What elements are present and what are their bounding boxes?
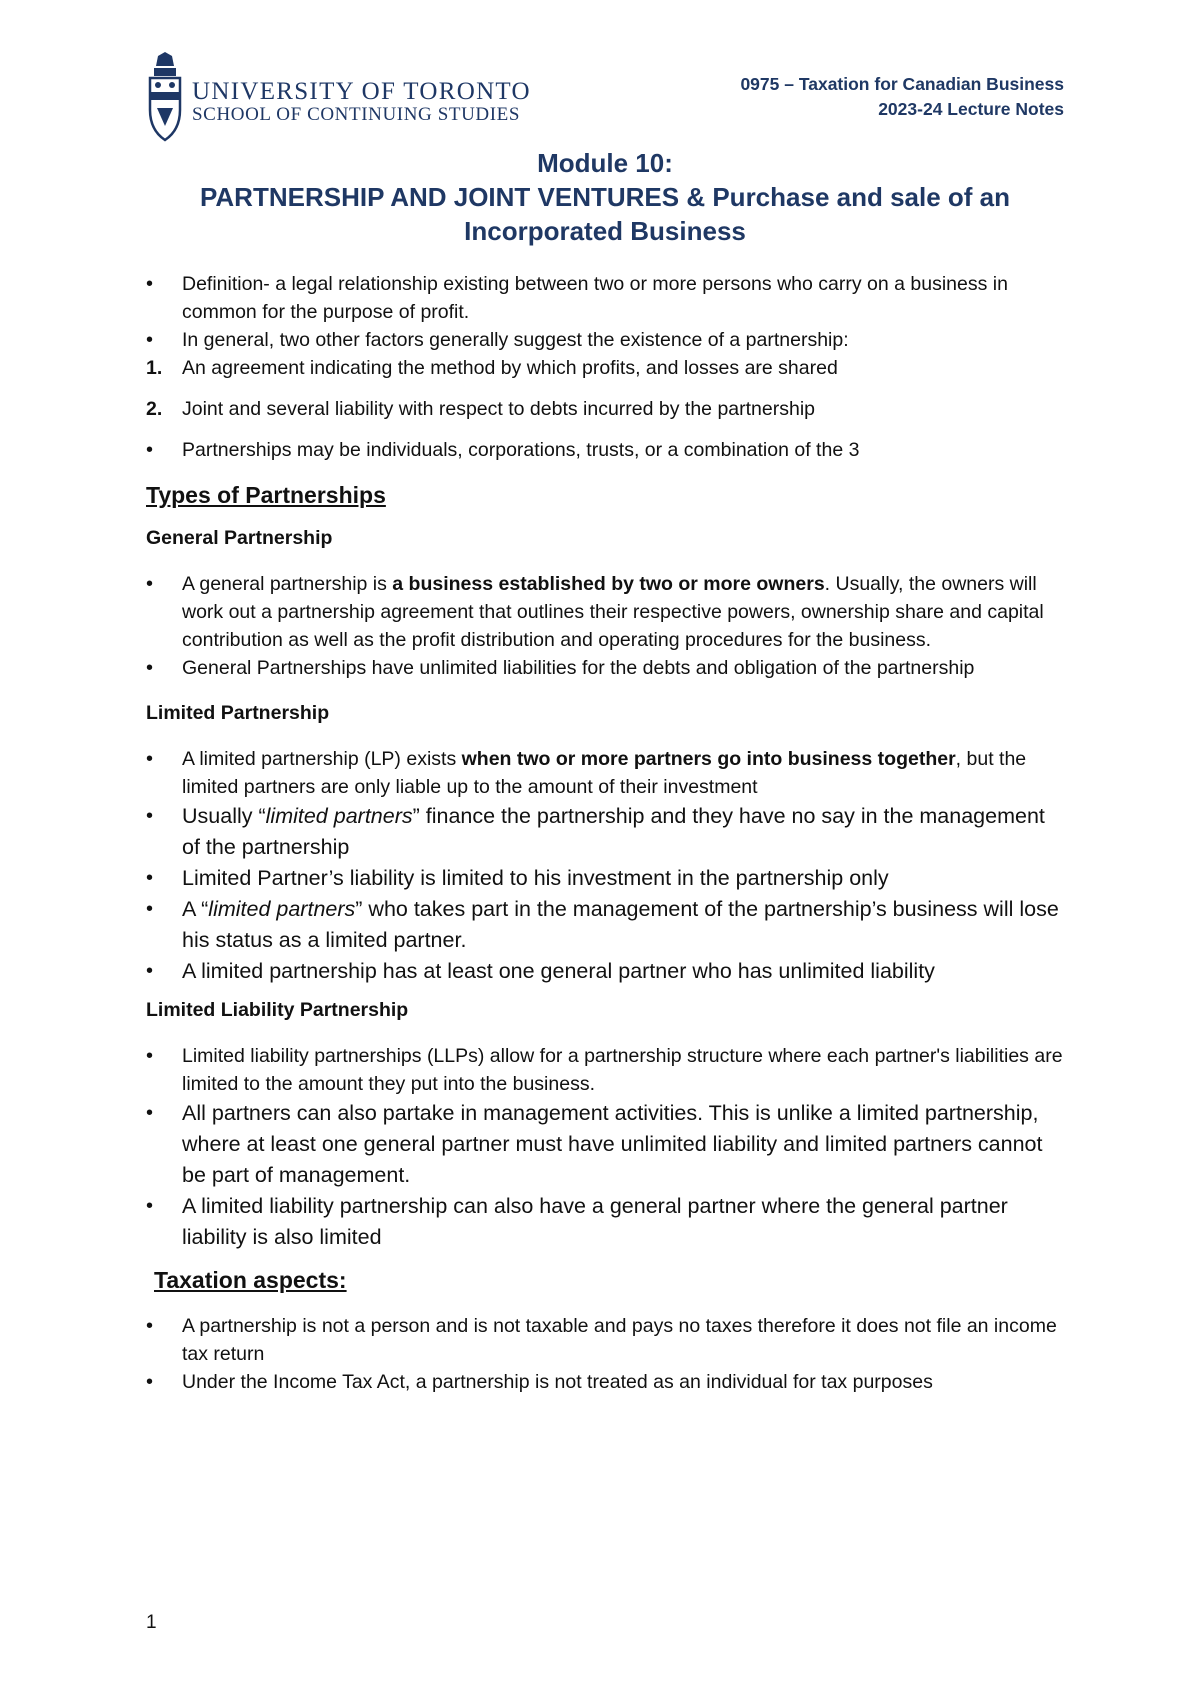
module-title-line3: Incorporated Business: [464, 216, 746, 246]
list-item: • A limited liability partnership can also have a general partner where the general partner liability is also limited: [146, 1191, 1066, 1253]
list-item: • General Partnerships have unlimited liabilities for the debts and obligation of the partnership: [146, 654, 1066, 682]
list-item: • Partnerships may be individuals, corporations, trusts, or a combination of the 3: [146, 436, 1066, 464]
intro-list-2: [146, 436, 1066, 464]
section-heading-types: Types of Partnerships: [146, 482, 386, 508]
section-heading-taxation: Taxation aspects:: [154, 1267, 347, 1293]
module-title-line1: Module 10:: [537, 148, 673, 178]
text-span: A “: [182, 897, 209, 921]
llp-list: [146, 1042, 1066, 1253]
italic-text: limited partners: [208, 897, 356, 921]
logo-university-name: UNIVERSITY OF TORONTO: [192, 78, 531, 105]
general-list: [146, 570, 1066, 682]
list-item-text: An agreement indicating the method by which profits, and losses are shared: [182, 357, 838, 379]
course-info: [740, 72, 1064, 122]
university-logo: [146, 52, 531, 144]
text-span: . Usually, the owners will work out a partnership agreement that outlines their respective powers, ownership share and capital contribution as well as the profit distribution and operating procedures for the business.: [182, 573, 1044, 651]
list-item: [146, 354, 1066, 382]
factors-list: [146, 354, 1066, 423]
list-item: • Under the Income Tax Act, a partnership is not treated as an individual for tax purposes: [146, 1368, 1066, 1396]
module-title: [146, 146, 1064, 248]
list-item: [146, 894, 1066, 956]
list-item: • Limited liability partnerships (LLPs) allow for a partnership structure where each partner's liabilities are limited to the amount they put into the business.: [146, 1042, 1066, 1098]
logo-school-name: SCHOOL OF CONTINUING STUDIES: [192, 104, 521, 125]
crest-icon: [146, 52, 184, 144]
list-item: • In general, two other factors generally suggest the existence of a partnership:: [146, 326, 1066, 354]
intro-list: [146, 270, 1066, 354]
list-item: • Definition- a legal relationship existing between two or more persons who carry on a business in common for the purpose of profit.: [146, 270, 1066, 326]
subheading-limited: Limited Partnership: [146, 702, 330, 724]
taxation-list: [146, 1312, 1066, 1396]
list-item: • A limited partnership has at least one general partner who has unlimited liability: [146, 956, 1066, 987]
text-span: Usually “: [182, 804, 266, 828]
list-item-text: Joint and several liability with respect to debts incurred by the partnership: [182, 398, 815, 420]
course-title: 0975 – Taxation for Canadian Business: [740, 74, 1064, 94]
main-content: [146, 270, 1066, 1396]
list-number: 2.: [146, 398, 163, 420]
list-item: • A partnership is not a person and is not taxable and pays no taxes therefore it does not file an income tax return: [146, 1312, 1066, 1368]
list-item: • All partners can also partake in management activities. This is unlike a limited partnership, where at least one general partner must have unlimited liability and limited partners cannot be part of management.: [146, 1098, 1066, 1191]
page-header: [146, 52, 1064, 148]
list-number: 1.: [146, 357, 163, 379]
text-span: A limited partnership (LP) exists: [182, 748, 462, 770]
list-item: [146, 745, 1066, 801]
limited-list: [146, 745, 1066, 987]
italic-text: limited partners: [265, 804, 413, 828]
bold-text: when two or more partners go into business together: [461, 748, 956, 770]
text-span: ” who takes part in the management of the partnership’s business will lose his status as a limited partner.: [182, 897, 1059, 952]
list-item: [146, 801, 1066, 863]
text-span: A general partnership is: [182, 573, 393, 595]
lecture-notes-label: 2023-24 Lecture Notes: [878, 99, 1064, 119]
bold-text: a business established by two or more owners: [392, 573, 825, 595]
subheading-llp: Limited Liability Partnership: [146, 999, 409, 1021]
page-number: 1: [146, 1612, 157, 1633]
text-span: , but the limited partners are only liable up to the amount of their investment: [182, 748, 1027, 798]
list-item: [146, 395, 1066, 423]
list-item: [146, 570, 1066, 654]
list-item: • Limited Partner’s liability is limited to his investment in the partnership only: [146, 863, 1066, 894]
subheading-general: General Partnership: [146, 527, 333, 549]
module-title-line2: PARTNERSHIP AND JOINT VENTURES & Purchase and sale of an: [199, 182, 1011, 212]
text-span: ” finance the partnership and they have no say in the management of the partnership: [182, 804, 1045, 859]
